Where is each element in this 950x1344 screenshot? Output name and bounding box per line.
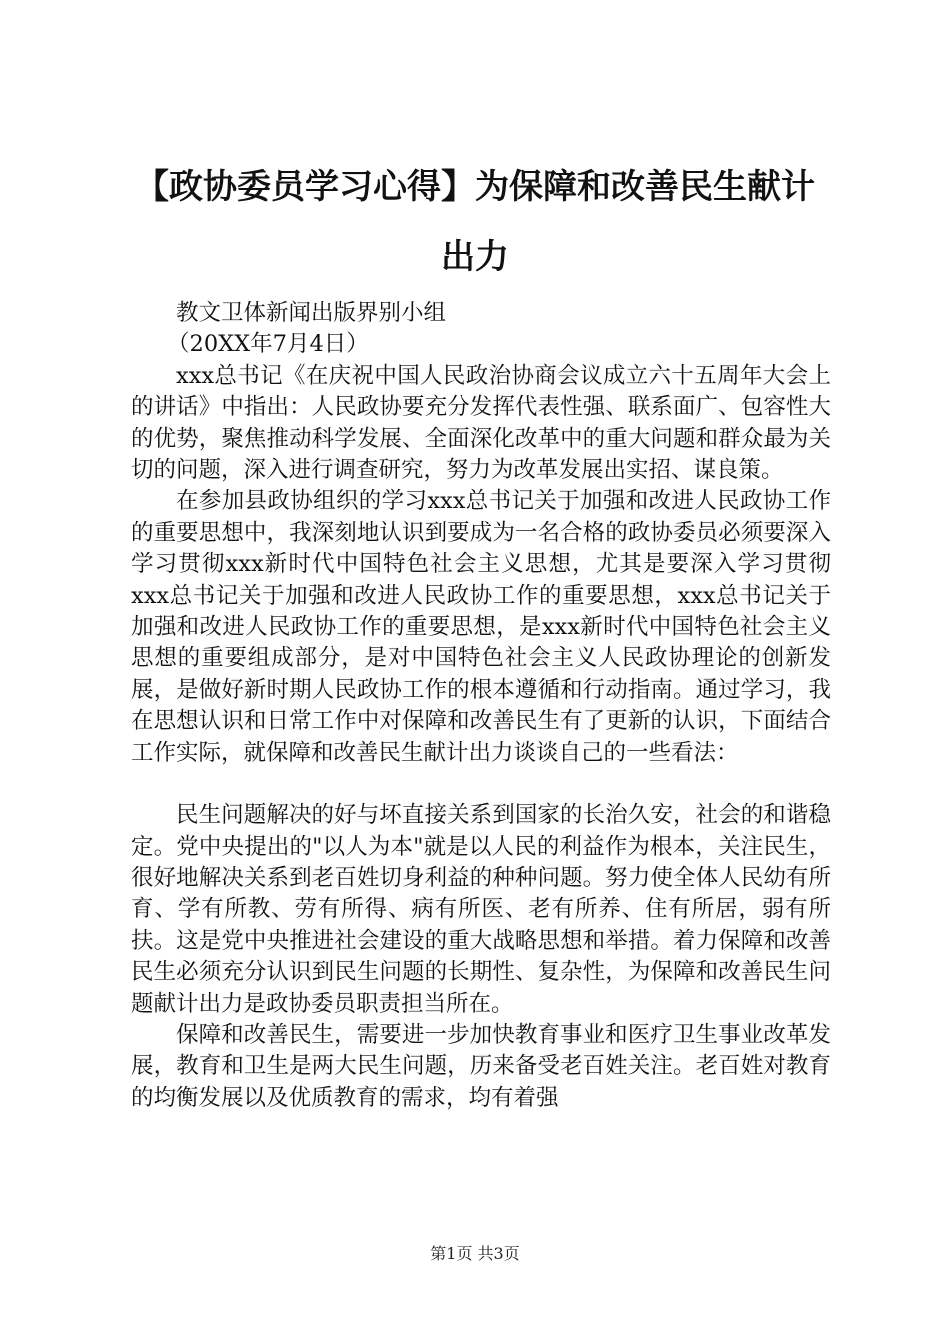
author-line: 教文卫体新闻出版界别小组 bbox=[176, 300, 447, 326]
paragraph-4: 保障和改善民生，需要进一步加快教育事业和医疗卫生事业改革发展，教育和卫生是两大民生问题，历来备受老百姓关注。老百姓对教育的均衡发展以及优质教育的需求，均有着强 bbox=[131, 1021, 831, 1111]
document-title bbox=[110, 152, 840, 292]
document-body bbox=[131, 298, 831, 1114]
date-line: （20XX年7月4日） bbox=[167, 331, 369, 358]
paragraph-2: 在参加县政协组织的学习xxx总书记关于加强和改进人民政协工作的重要思想中，我深刻地认识到要成为一名合格的政协委员必须要深入学习贯彻xxx新时代中国特色社会主义思想，尤其是要深入学习贯彻xxx总书记关于加强和改进人民政协工作的重要思想，xxx总书记关于加强和改进人民政协工作的重要思想，是xxx新时代中国特色社会主义思想的重要组成部分，是对中国特色社会主义人民政协理论的创新发展，是做好新时期人民政协工作的根本遵循和行动指南。通过学习，我在思想认识和日常工作中对保障和改善民生有了更新的认识，下面结合工作实际，就保障和改善民生献计出力谈谈自己的一些看法： bbox=[131, 488, 831, 766]
title-line-2: 出力 bbox=[441, 237, 509, 277]
paragraph-3: 民生问题解决的好与坏直接关系到国家的长治久安，社会的和谐稳定。党中央提出的"以人为本"就是以人民的利益作为根本，关注民生，很好地解决关系到老百姓切身利益的种种问题。努力使全体人民幼有所育、学有所教、劳有所得、病有所医、老有所养、住有所居，弱有所扶。这是党中央推进社会建设的重大战略思想和举措。着力保障和改善民生必须充分认识到民生问题的长期性、复杂性，为保障和改善民生问题献计出力是政协委员职责担当所在。 bbox=[131, 802, 831, 1017]
page-footer: 第1页 共3页 bbox=[430, 1244, 520, 1263]
title-line-1: 【政协委员学习心得】为保障和改善民生献计 bbox=[135, 167, 815, 207]
paragraph-1: xxx总书记《在庆祝中国人民政治协商会议成立六十五周年大会上的讲话》中指出：人民政协要充分发挥代表性强、联系面广、包容性大的优势，聚焦推动科学发展、全面深化改革中的重大问题和群众最为关切的问题，深入进行调查研究，努力为改革发展出实招、谋良策。 bbox=[131, 362, 831, 484]
